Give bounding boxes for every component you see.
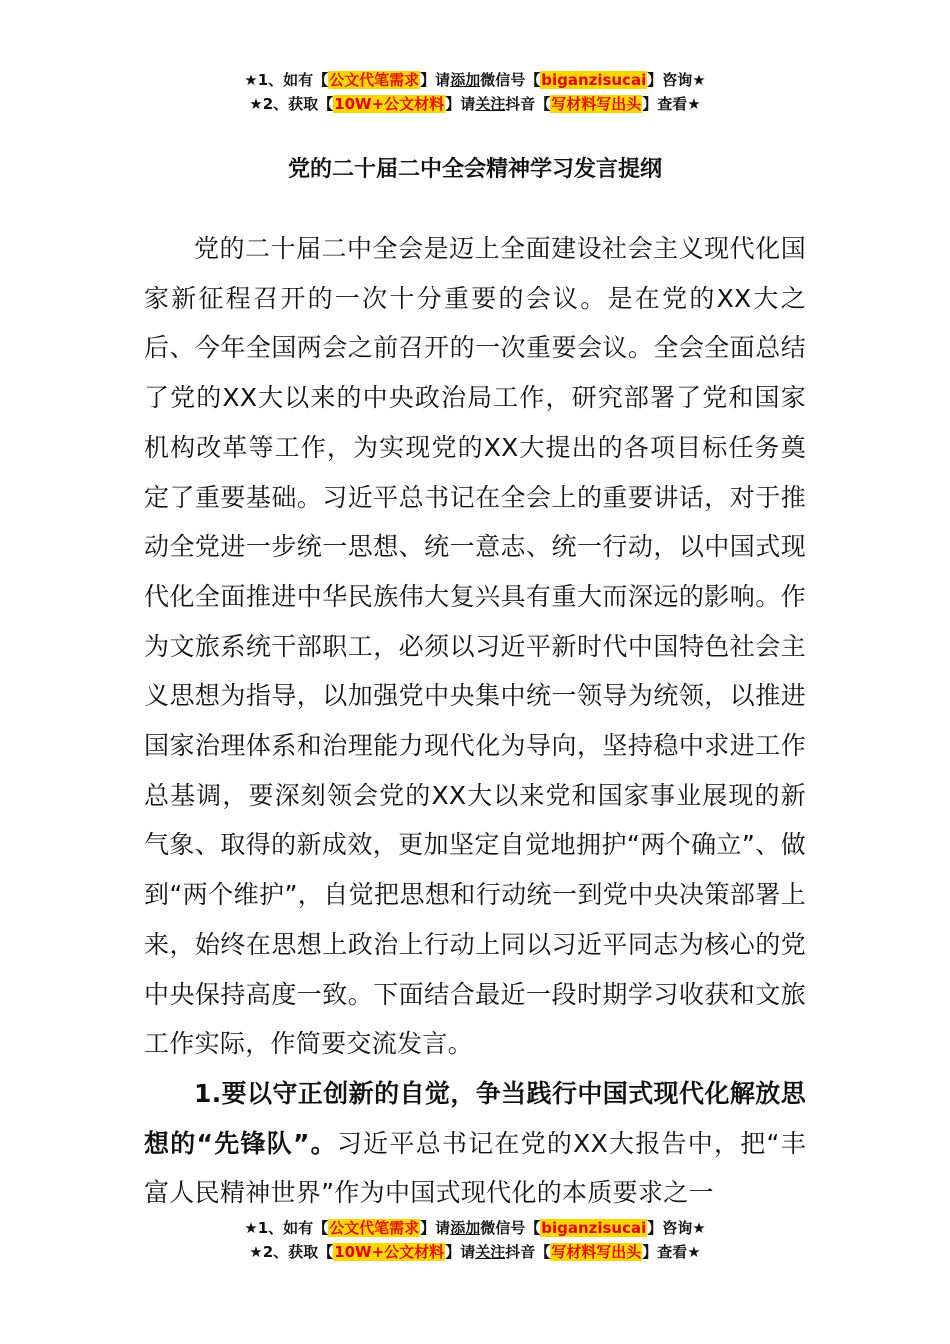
document-body — [144, 224, 806, 1218]
banner-highlight: 10W+公文材料 — [334, 95, 445, 113]
banner-wechat-id: biganzisucai — [541, 71, 647, 89]
point-text: 习近平总书记在党的XX大报告中，把“丰富人民精神世界”作为中国式现代化的本质要求之一 — [144, 1128, 806, 1208]
banner-highlight: 公文代笔需求 — [329, 1219, 420, 1237]
banner-line-2: ★2、获取【10W+公文材料】请关注抖音【写材料写出头】查看★ — [249, 95, 701, 113]
point-heading: 1.要以守正创新的自觉，争当践行中国式现代化解放思想的“先锋队”。 — [144, 1078, 806, 1158]
paragraph-point-1 — [144, 1069, 806, 1218]
document-title: 党的二十届二中全会精神学习发言提纲 — [287, 157, 662, 182]
header-banner — [0, 68, 950, 116]
footer-banner — [0, 1216, 950, 1264]
banner-highlight: 10W+公文材料 — [334, 1243, 445, 1261]
paragraph-intro: 党的二十届二中全会是迈上全面建设社会主义现代化国家新征程召开的一次十分重要的会议。是在党的XX大之后、今年全国两会之前召开的一次重要会议。全会全面总结了党的XX大以来的中央政治局工作，研究部署了党和国家机构改革等工作，为实现党的XX大提出的各项目标任务奠定了重要基础。习近平总书记在全会上的重要讲话，对于推动全党进一步统一思想、统一意志、统一行动，以中国式现代化全面推进中华民族伟大复兴具有重大而深远的影响。作为文旅系统干部职工，必须以习近平新时代中国特色社会主义思想为指导，以加强党中央集中统一领导为统领，以推进国家治理体系和治理能力现代化为导向，坚持稳中求进工作总基调，要深刻领会党的XX大以来党和国家事业展现的新气象、取得的新成效，更加坚定自觉地拥护“两个确立”、做到“两个维护”，自觉把思想和行动统一到党中央决策部署上来，始终在思想上政治上行动上同以习近平同志为核心的党中央保持高度一致。下面结合最近一段时期学习收获和文旅工作实际，作简要交流发言。 — [144, 234, 806, 1059]
banner-douyin-id: 写材料写出头 — [551, 95, 642, 113]
banner-wechat-id: biganzisucai — [541, 1219, 647, 1237]
banner-line-1: ★1、如有【公文代笔需求】请添加微信号【biganzisucai】咨询★ — [244, 71, 706, 89]
banner-line-2: ★2、获取【10W+公文材料】请关注抖音【写材料写出头】查看★ — [249, 1243, 701, 1261]
banner-douyin-id: 写材料写出头 — [551, 1243, 642, 1261]
banner-line-1: ★1、如有【公文代笔需求】请添加微信号【biganzisucai】咨询★ — [244, 1219, 706, 1237]
banner-highlight: 公文代笔需求 — [329, 71, 420, 89]
